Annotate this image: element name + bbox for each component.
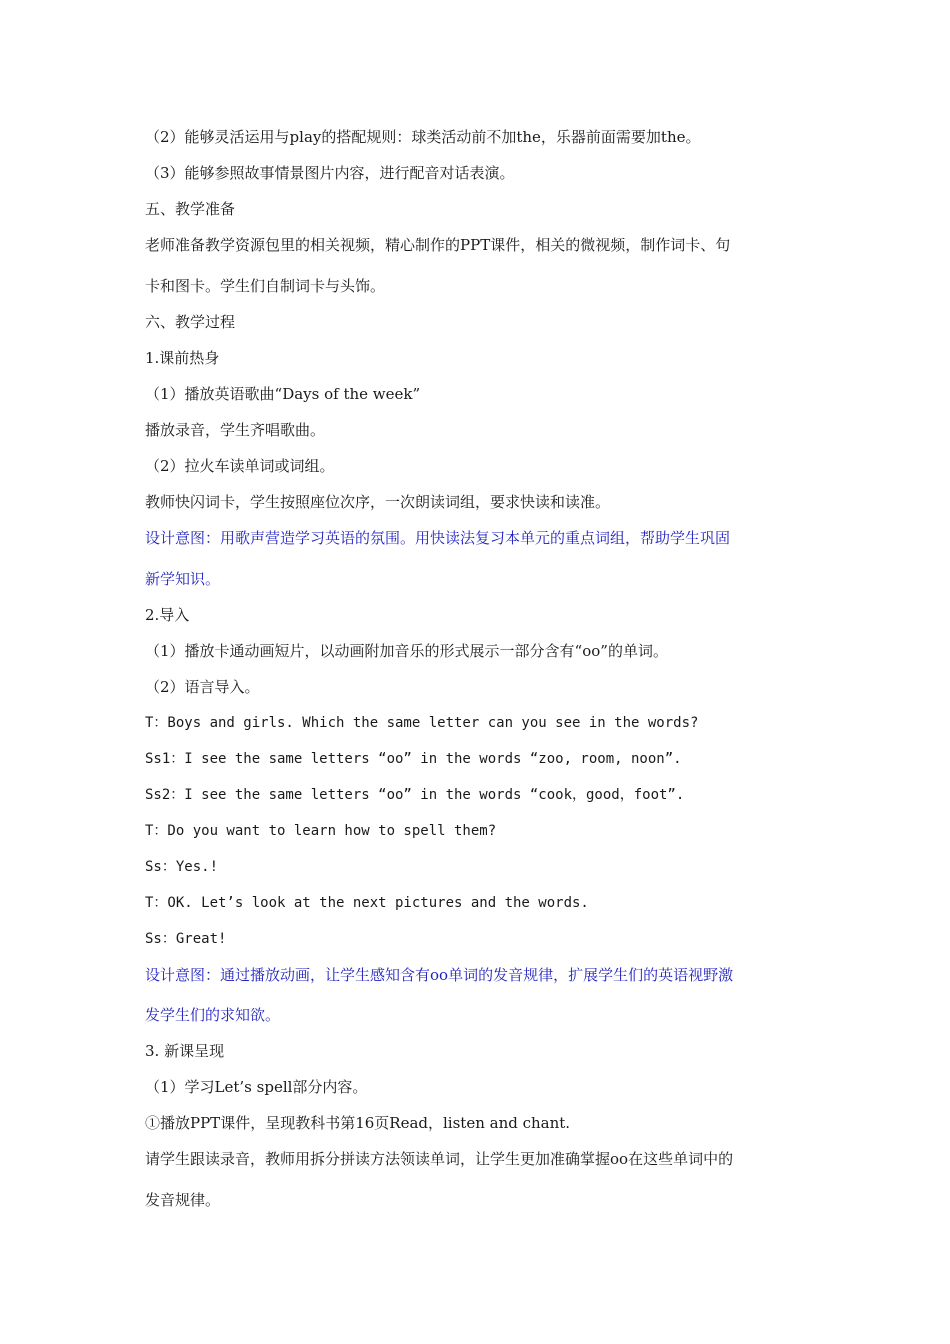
text-line: （3）能够参照故事情景图片内容，进行配音对话表演。 xyxy=(145,164,515,182)
text-line: （2）能够灵活运用与play的搭配规则：球类活动前不加the，乐器前面需要加the。 xyxy=(145,128,701,146)
dialogue-line: T：OK. Let’s look at the next pictures and the words. xyxy=(145,895,589,911)
dialogue-line: Ss1：I see the same letters “oo” in the words “zoo, room, noon”. xyxy=(145,751,682,767)
text-line: 卡和图卡。学生们自制词卡与头饰。 xyxy=(145,277,386,295)
text-line: （1）播放英语歌曲“Days of the week” xyxy=(145,385,421,403)
text-line: （1）学习Let’s spell部分内容。 xyxy=(145,1078,368,1096)
subsection-heading: 3. 新课呈现 xyxy=(145,1042,225,1060)
text-line: 播放录音，学生齐唱歌曲。 xyxy=(145,421,326,439)
text-line: 请学生跟读录音，教师用拆分拼读方法领读单词，让学生更加准确掌握oo在这些单词中的 xyxy=(145,1150,734,1168)
subsection-heading: 2.导入 xyxy=(145,606,190,624)
text-line: （1）播放卡通动画短片，以动画附加音乐的形式展示一部分含有“oo”的单词。 xyxy=(145,642,668,660)
text-line: 教师快闪词卡，学生按照座位次序，一次朗读词组，要求快读和读准。 xyxy=(145,493,611,511)
dialogue-line: T：Do you want to learn how to spell them? xyxy=(145,823,497,839)
section-heading: 五、教学准备 xyxy=(145,200,236,218)
text-line: （2）语言导入。 xyxy=(145,678,260,696)
text-line: 老师准备教学资源包里的相关视频，精心制作的PPT课件，相关的微视频，制作词卡、句 xyxy=(145,236,731,254)
dialogue-line: Ss2：I see the same letters “oo” in the words “cook，good，foot”. xyxy=(145,787,685,803)
design-intent-text: 发学生们的求知欲。 xyxy=(145,1006,281,1024)
text-line: （2）拉火车读单词或词组。 xyxy=(145,457,335,475)
section-heading: 六、教学过程 xyxy=(145,313,236,331)
dialogue-line: Ss：Great! xyxy=(145,931,227,947)
dialogue-line: T：Boys and girls. Which the same letter can you see in the words? xyxy=(145,715,699,731)
dialogue-line: Ss：Yes.! xyxy=(145,859,219,875)
design-intent-text: 设计意图：通过播放动画，让学生感知含有oo单词的发音规律，扩展学生们的英语视野激 xyxy=(145,966,734,984)
text-line: ①播放PPT课件，呈现教科书第16页Read，listen and chant. xyxy=(145,1114,571,1132)
text-line: 发音规律。 xyxy=(145,1191,221,1209)
design-intent-text: 设计意图：用歌声营造学习英语的氛围。用快读法复习本单元的重点词组，帮助学生巩固 xyxy=(145,529,731,547)
subsection-heading: 1.课前热身 xyxy=(145,349,220,367)
design-intent-text: 新学知识。 xyxy=(145,570,221,588)
